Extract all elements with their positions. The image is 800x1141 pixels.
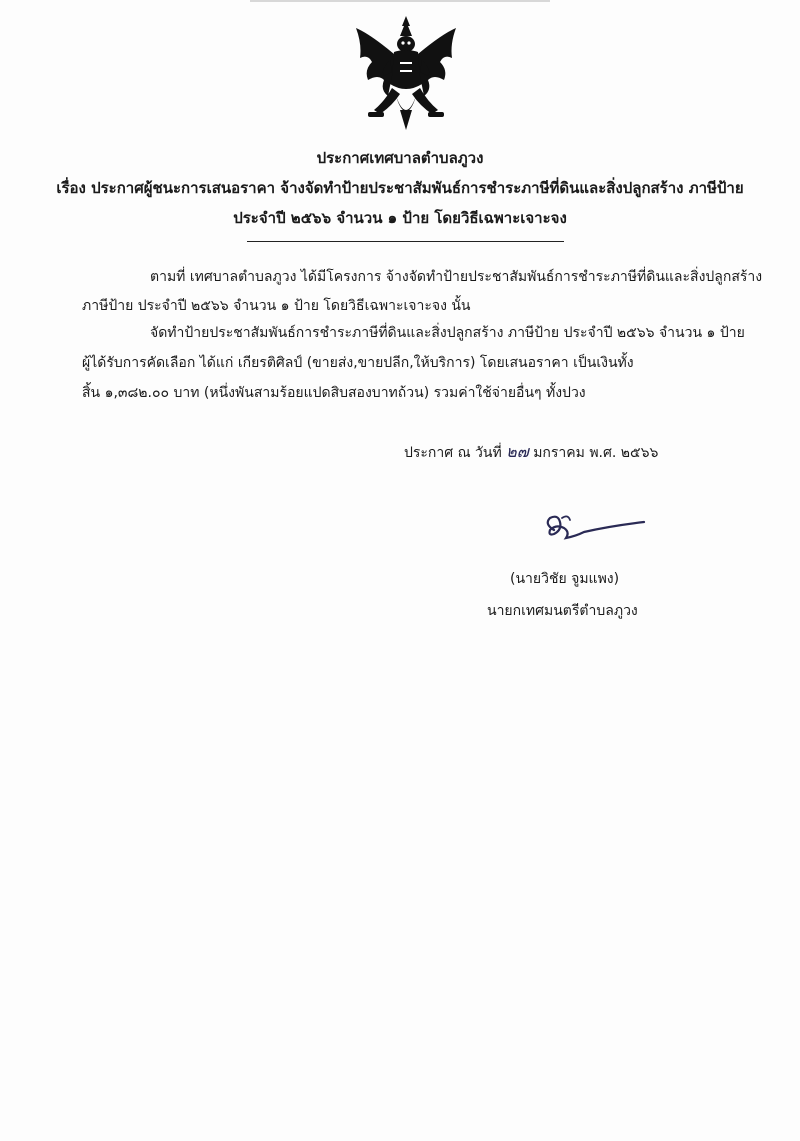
subject-line-2: ประจำปี ๒๕๖๖ จำนวน ๑ ป้าย โดยวิธีเฉพาะเจาะจง — [233, 209, 567, 227]
garuda-emblem-icon — [350, 14, 462, 132]
date-day: ๒๗ — [506, 442, 529, 461]
announcement-title: ประกาศเทศบาลตำบลภูวง — [316, 149, 484, 167]
signer-position: นายกเทศมนตรีตำบลภูวง — [487, 603, 638, 619]
date-prefix: ประกาศ ณ วันที่ — [404, 445, 502, 461]
subject-line-1: เรื่อง ประกาศผู้ชนะการเสนอราคา จ้างจัดทำป้ายประชาสัมพันธ์การชำระภาษีที่ดินและสิ่งปลูกสร้าง ภาษีป้าย — [56, 179, 744, 197]
paragraph-2-line-3: สิ้น ๑,๓๘๒.๐๐ บาท (หนึ่งพันสามร้อยแปดสิบสองบาทถ้วน) รวมค่าใช้จ่ายอื่นๆ ทั้งปวง — [82, 385, 586, 401]
paragraph-1-line-1: ตามที่ เทศบาลตำบลภูวง ได้มีโครงการ จ้างจัดทำป้ายประชาสัมพันธ์การชำระภาษีที่ดินและสิ่งปลูกสร้าง — [150, 269, 763, 285]
scan-edge-line — [250, 0, 550, 2]
paragraph-2-line-2: ผู้ได้รับการคัดเลือก ได้แก่ เกียรติศิลป์ (ขายส่ง,ขายปลีก,ให้บริการ) โดยเสนอราคา เป็นเงินทั้ง — [82, 355, 634, 371]
paragraph-2-line-1: จัดทำป้ายประชาสัมพันธ์การชำระภาษีที่ดินและสิ่งปลูกสร้าง ภาษีป้าย ประจำปี ๒๕๖๖ จำนวน ๑ ป้าย — [150, 325, 745, 341]
title-divider — [247, 241, 564, 242]
paragraph-1-line-2: ภาษีป้าย ประจำปี ๒๕๖๖ จำนวน ๑ ป้าย โดยวิธีเฉพาะเจาะจง นั้น — [82, 298, 471, 314]
handwritten-signature — [540, 510, 650, 546]
signer-name: (นายวิชัย จูมแพง) — [510, 571, 620, 587]
announcement-date — [404, 440, 658, 465]
date-suffix: มกราคม พ.ศ. ๒๕๖๖ — [533, 445, 659, 461]
